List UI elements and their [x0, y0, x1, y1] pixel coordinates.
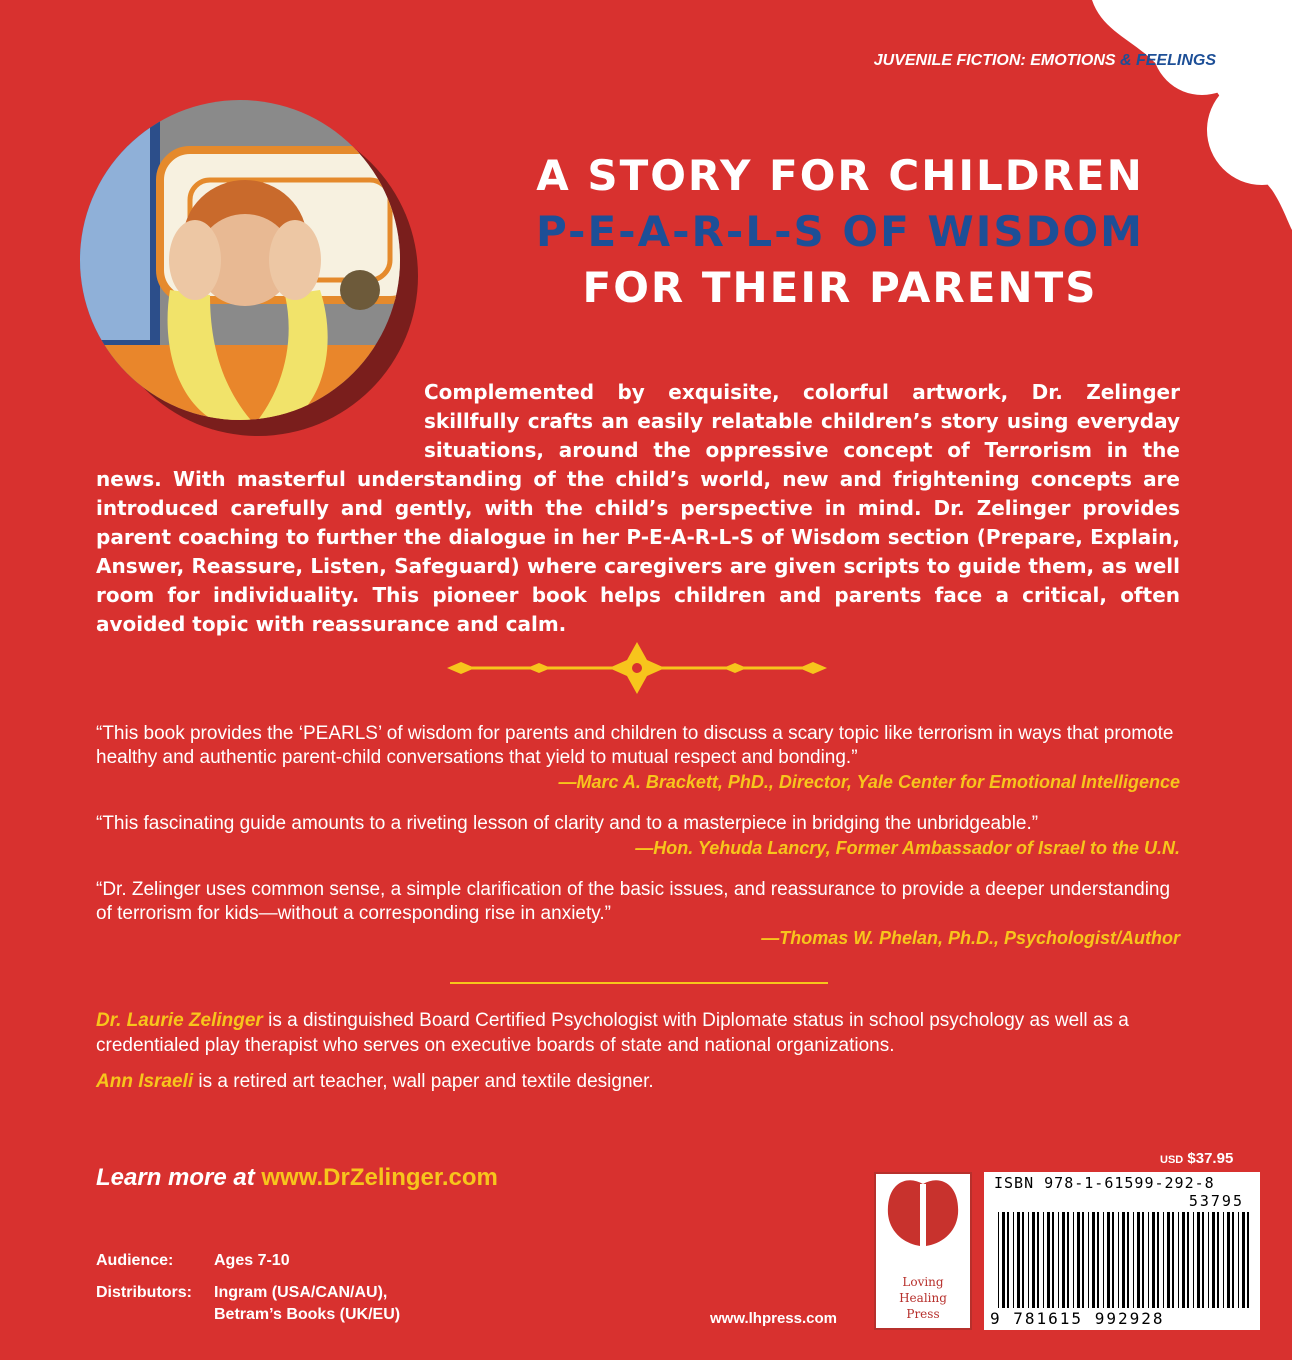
book-description	[96, 378, 1180, 639]
barcode-addon-number: 53795	[1188, 1192, 1244, 1210]
distributors-label: Distributors:	[96, 1284, 192, 1301]
learn-more-prefix: Learn more at	[96, 1164, 262, 1191]
logo-line1: Loving	[902, 1275, 944, 1289]
author-bios	[96, 1008, 1186, 1105]
butterfly-icon	[876, 1174, 970, 1274]
description-after: section (Prepare, Explain, Answer, Reassure, Listen, Safeguard) where caregivers are given scripts to guide them, as well room for individuality. This pioneer book helps children and parents face a critical, often avoided topic with reassurance and calm.	[96, 525, 1180, 636]
distributors-value	[214, 1282, 400, 1326]
endorsements	[96, 722, 1180, 968]
headline-line1: A STORY FOR CHILDREN	[536, 151, 1144, 200]
author-website-link[interactable]: www.DrZelinger.com	[261, 1164, 498, 1191]
bio-name: Dr. Laurie Zelinger	[96, 1010, 263, 1031]
quote-attribution: —Thomas W. Phelan, Ph.D., Psychologist/Author	[761, 928, 1180, 948]
learn-more	[96, 1164, 498, 1192]
price-amount: $37.95	[1187, 1150, 1234, 1167]
distributors-row	[96, 1282, 400, 1326]
logo-text	[876, 1274, 970, 1322]
audience-row	[96, 1250, 400, 1272]
publisher-logo	[874, 1172, 972, 1330]
category-label	[796, 52, 1216, 70]
headline-line2: P-E-A-R-L-S OF WISDOM	[536, 207, 1144, 256]
quote-attribution: —Hon. Yehuda Lancry, Former Ambassador of Israel to the U.N.	[635, 838, 1180, 858]
price-currency: USD	[1160, 1154, 1184, 1166]
section-rule	[450, 982, 828, 984]
quote-text: “This book provides the ‘PEARLS’ of wisdom for parents and children to discuss a scary topic like terrorism in ways that promote healthy and authentic parent-child conversations that yield to mutual respect and bonding.”	[96, 723, 1174, 768]
audience-value: Ages 7-10	[214, 1252, 290, 1269]
category-part1: JUVENILE FICTION: EMOTIONS	[873, 52, 1120, 69]
endorsement-1	[96, 722, 1180, 794]
barcode	[984, 1172, 1260, 1330]
bio-author	[96, 1008, 1186, 1058]
book-meta	[96, 1250, 400, 1336]
barcode-bars	[998, 1212, 1252, 1308]
distributor-1: Ingram (USA/CAN/AU),	[214, 1284, 388, 1301]
category-part2: & FEELINGS	[1119, 52, 1216, 69]
bio-illustrator	[96, 1069, 1186, 1094]
logo-line2: Healing	[899, 1291, 947, 1305]
headline-line3: FOR THEIR PARENTS	[582, 263, 1098, 312]
quote-text: “Dr. Zelinger uses common sense, a simple clarification of the basic issues, and reassurance to provide a deeper understanding of terrorism for kids—without a corresponding rise in anxiety.”	[96, 879, 1171, 924]
description-before: Complemented by exquisite, colorful artwork, Dr. Zelinger skillfully crafts an easily relatable children’s story using everyday situations, around the oppressive concept of Terrorism in the news. With masterful understanding of the child’s world, new and frightening concepts are introduced carefully and gently, with the child’s perspective in mind. Dr. Zelinger provides parent coaching to further the dialogue in her	[96, 380, 1180, 549]
bio-name: Ann Israeli	[96, 1071, 194, 1092]
audience-label: Audience:	[96, 1252, 174, 1269]
endorsement-2	[96, 812, 1180, 860]
quote-text: “This fascinating guide amounts to a riveting lesson of clarity and to a masterpiece in bridging the unbridgeable.”	[96, 813, 1039, 834]
headline	[460, 148, 1220, 316]
bio-text: is a distinguished Board Certified Psychologist with Diplomate status in school psychology as well as a credentialed play therapist who serves on executive boards of state and national organizations.	[96, 1010, 1129, 1056]
endorsement-3	[96, 878, 1180, 950]
ean-number: 9 781615 992928	[990, 1309, 1165, 1328]
distributor-2: Betram’s Books (UK/EU)	[214, 1306, 401, 1323]
price	[1160, 1150, 1233, 1167]
isbn-number: ISBN 978-1-61599-292-8	[994, 1174, 1215, 1192]
quote-attribution: —Marc A. Brackett, PhD., Director, Yale Center for Emotional Intelligence	[558, 772, 1180, 792]
publisher-website-link[interactable]: www.lhpress.com	[710, 1310, 837, 1327]
text-wrap-spacer	[96, 378, 424, 462]
bio-text: is a retired art teacher, wall paper and textile designer.	[193, 1071, 654, 1092]
ornament-divider	[447, 640, 827, 696]
logo-line3: Press	[906, 1307, 940, 1321]
description-bold: P-E-A-R-L-S of Wisdom	[626, 525, 881, 549]
